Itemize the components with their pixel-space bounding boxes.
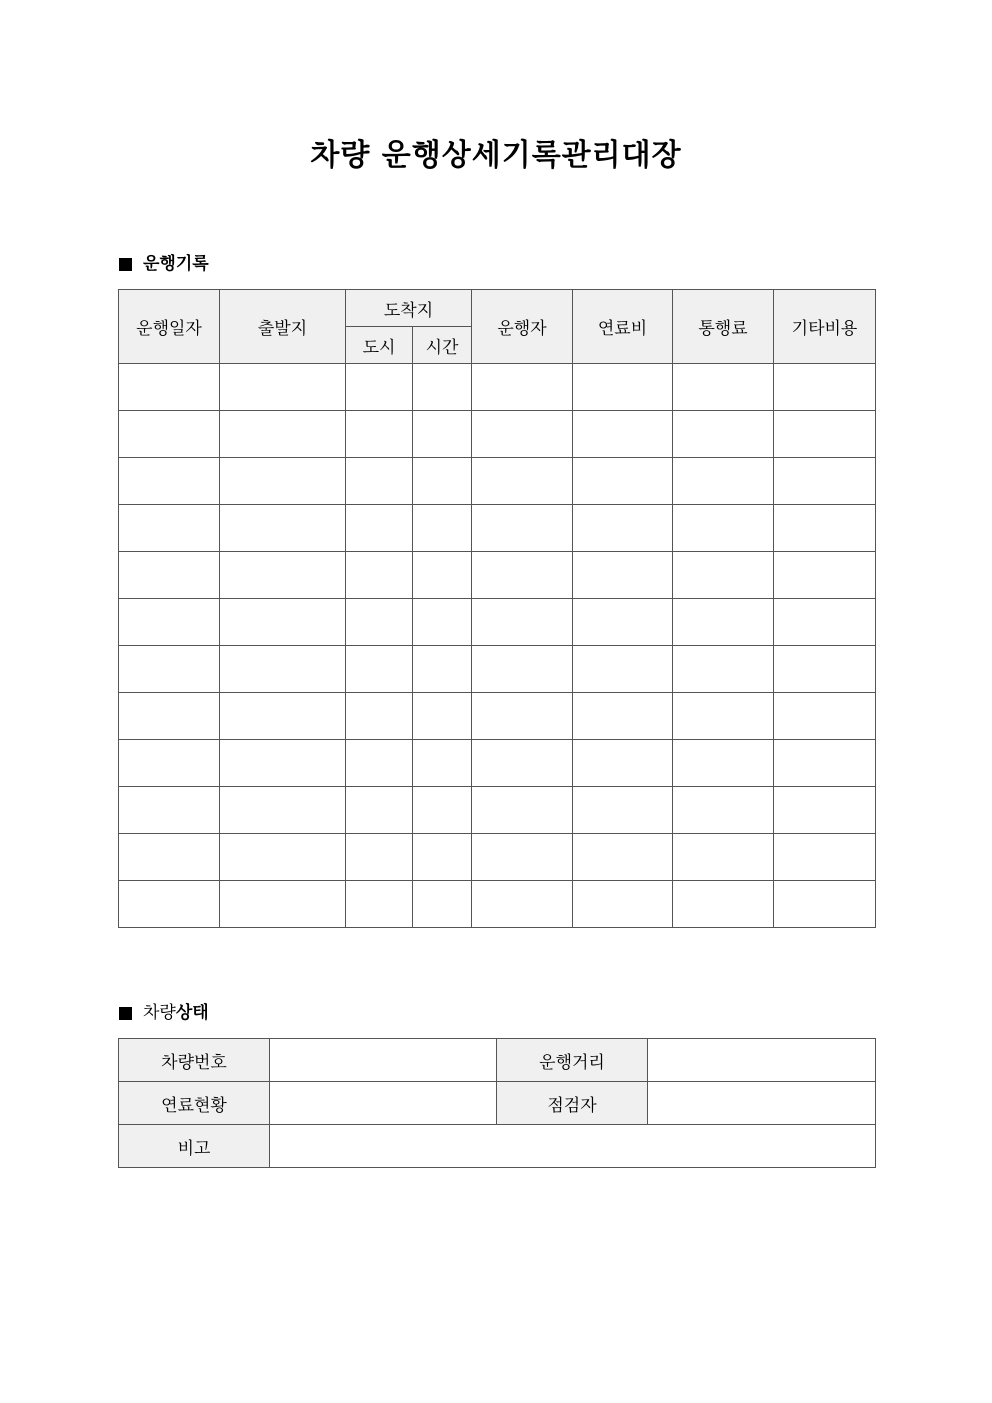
cell-driver[interactable] <box>472 693 573 740</box>
cell-fuel-cost[interactable] <box>573 505 673 552</box>
cell-arrival-city[interactable] <box>346 458 413 505</box>
table-row <box>119 787 876 834</box>
section-heading-status-plain: 차량 <box>143 1003 176 1023</box>
section-heading-status <box>119 1002 209 1024</box>
cell-toll[interactable] <box>673 599 774 646</box>
table-row <box>119 458 876 505</box>
field-fuel-status[interactable] <box>270 1082 497 1125</box>
cell-fuel-cost[interactable] <box>573 740 673 787</box>
cell-date[interactable] <box>119 881 220 928</box>
cell-other-cost[interactable] <box>774 505 876 552</box>
cell-fuel-cost[interactable] <box>573 881 673 928</box>
cell-driver[interactable] <box>472 599 573 646</box>
cell-date[interactable] <box>119 787 220 834</box>
cell-departure[interactable] <box>220 552 346 599</box>
cell-date[interactable] <box>119 646 220 693</box>
cell-other-cost[interactable] <box>774 693 876 740</box>
cell-arrival-time[interactable] <box>413 646 472 693</box>
cell-fuel-cost[interactable] <box>573 834 673 881</box>
section-heading-status-bold: 상태 <box>175 1003 209 1023</box>
cell-departure[interactable] <box>220 458 346 505</box>
cell-arrival-city[interactable] <box>346 552 413 599</box>
cell-date[interactable] <box>119 411 220 458</box>
cell-other-cost[interactable] <box>774 646 876 693</box>
cell-arrival-city[interactable] <box>346 599 413 646</box>
cell-date[interactable] <box>119 505 220 552</box>
cell-driver[interactable] <box>472 505 573 552</box>
cell-departure[interactable] <box>220 364 346 411</box>
cell-driver[interactable] <box>472 646 573 693</box>
label-mileage: 운행거리 <box>497 1039 648 1082</box>
square-bullet-icon <box>119 258 132 271</box>
header-driver: 운행자 <box>472 290 573 364</box>
table-row <box>119 505 876 552</box>
cell-driver[interactable] <box>472 834 573 881</box>
cell-arrival-time[interactable] <box>413 458 472 505</box>
table-row <box>119 740 876 787</box>
table-row <box>119 599 876 646</box>
cell-toll[interactable] <box>673 787 774 834</box>
label-fuel-status: 연료현황 <box>119 1082 270 1125</box>
cell-arrival-city[interactable] <box>346 740 413 787</box>
header-arrival-city: 도시 <box>346 327 413 364</box>
cell-driver[interactable] <box>472 881 573 928</box>
cell-fuel-cost[interactable] <box>573 599 673 646</box>
cell-fuel-cost[interactable] <box>573 693 673 740</box>
cell-arrival-city[interactable] <box>346 411 413 458</box>
cell-departure[interactable] <box>220 881 346 928</box>
cell-departure[interactable] <box>220 646 346 693</box>
cell-driver[interactable] <box>472 364 573 411</box>
cell-other-cost[interactable] <box>774 599 876 646</box>
cell-other-cost[interactable] <box>774 740 876 787</box>
table-row <box>119 834 876 881</box>
cell-arrival-time[interactable] <box>413 505 472 552</box>
cell-driver[interactable] <box>472 458 573 505</box>
cell-arrival-time[interactable] <box>413 552 472 599</box>
header-date: 운행일자 <box>119 290 220 364</box>
cell-arrival-time[interactable] <box>413 693 472 740</box>
cell-arrival-city[interactable] <box>346 693 413 740</box>
table-row <box>119 693 876 740</box>
cell-arrival-time[interactable] <box>413 599 472 646</box>
label-remarks: 비고 <box>119 1125 270 1168</box>
cell-arrival-time[interactable] <box>413 834 472 881</box>
field-inspector[interactable] <box>648 1082 876 1125</box>
cell-arrival-city[interactable] <box>346 364 413 411</box>
cell-arrival-time[interactable] <box>413 881 472 928</box>
label-vehicle-no: 차량번호 <box>119 1039 270 1082</box>
field-remarks[interactable] <box>270 1125 876 1168</box>
cell-arrival-city[interactable] <box>346 834 413 881</box>
cell-fuel-cost[interactable] <box>573 552 673 599</box>
cell-fuel-cost[interactable] <box>573 458 673 505</box>
cell-date[interactable] <box>119 834 220 881</box>
cell-toll[interactable] <box>673 834 774 881</box>
cell-driver[interactable] <box>472 411 573 458</box>
table-row <box>119 881 876 928</box>
cell-toll[interactable] <box>673 364 774 411</box>
cell-driver[interactable] <box>472 740 573 787</box>
cell-toll[interactable] <box>673 646 774 693</box>
header-fuel-cost: 연료비 <box>573 290 673 364</box>
cell-arrival-city[interactable] <box>346 881 413 928</box>
cell-departure[interactable] <box>220 834 346 881</box>
cell-departure[interactable] <box>220 411 346 458</box>
cell-arrival-time[interactable] <box>413 411 472 458</box>
field-mileage[interactable] <box>648 1039 876 1082</box>
square-bullet-icon <box>119 1007 132 1020</box>
cell-date[interactable] <box>119 364 220 411</box>
table-row <box>119 552 876 599</box>
header-departure: 출발지 <box>220 290 346 364</box>
cell-fuel-cost[interactable] <box>573 646 673 693</box>
cell-other-cost[interactable] <box>774 834 876 881</box>
cell-other-cost[interactable] <box>774 364 876 411</box>
record-table <box>118 289 876 928</box>
table-row <box>119 411 876 458</box>
cell-arrival-city[interactable] <box>346 505 413 552</box>
header-arrival-time: 시간 <box>413 327 472 364</box>
header-arrival: 도착지 <box>346 290 472 327</box>
cell-departure[interactable] <box>220 693 346 740</box>
record-table-body <box>119 364 876 928</box>
cell-fuel-cost[interactable] <box>573 364 673 411</box>
field-vehicle-no[interactable] <box>270 1039 497 1082</box>
cell-other-cost[interactable] <box>774 881 876 928</box>
cell-date[interactable] <box>119 599 220 646</box>
cell-arrival-time[interactable] <box>413 364 472 411</box>
cell-date[interactable] <box>119 458 220 505</box>
cell-date[interactable] <box>119 693 220 740</box>
header-other-cost: 기타비용 <box>774 290 876 364</box>
cell-departure[interactable] <box>220 740 346 787</box>
header-toll: 통행료 <box>673 290 774 364</box>
page-title: 차량 운행상세기록관리대장 <box>310 138 682 173</box>
cell-toll[interactable] <box>673 458 774 505</box>
status-table <box>118 1038 876 1168</box>
cell-driver[interactable] <box>472 552 573 599</box>
section-heading-record <box>119 253 209 275</box>
cell-fuel-cost[interactable] <box>573 411 673 458</box>
cell-toll[interactable] <box>673 881 774 928</box>
cell-date[interactable] <box>119 740 220 787</box>
cell-departure[interactable] <box>220 505 346 552</box>
table-row <box>119 364 876 411</box>
cell-arrival-city[interactable] <box>346 787 413 834</box>
table-row <box>119 646 876 693</box>
section-heading-record-label: 운행기록 <box>143 254 209 274</box>
cell-other-cost[interactable] <box>774 552 876 599</box>
cell-other-cost[interactable] <box>774 458 876 505</box>
cell-toll[interactable] <box>673 740 774 787</box>
cell-arrival-time[interactable] <box>413 787 472 834</box>
cell-date[interactable] <box>119 552 220 599</box>
cell-fuel-cost[interactable] <box>573 787 673 834</box>
cell-toll[interactable] <box>673 693 774 740</box>
cell-departure[interactable] <box>220 599 346 646</box>
cell-toll[interactable] <box>673 505 774 552</box>
cell-toll[interactable] <box>673 411 774 458</box>
label-inspector: 점검자 <box>497 1082 648 1125</box>
cell-other-cost[interactable] <box>774 787 876 834</box>
cell-arrival-city[interactable] <box>346 646 413 693</box>
cell-toll[interactable] <box>673 552 774 599</box>
cell-arrival-time[interactable] <box>413 740 472 787</box>
cell-other-cost[interactable] <box>774 411 876 458</box>
cell-driver[interactable] <box>472 787 573 834</box>
cell-departure[interactable] <box>220 787 346 834</box>
